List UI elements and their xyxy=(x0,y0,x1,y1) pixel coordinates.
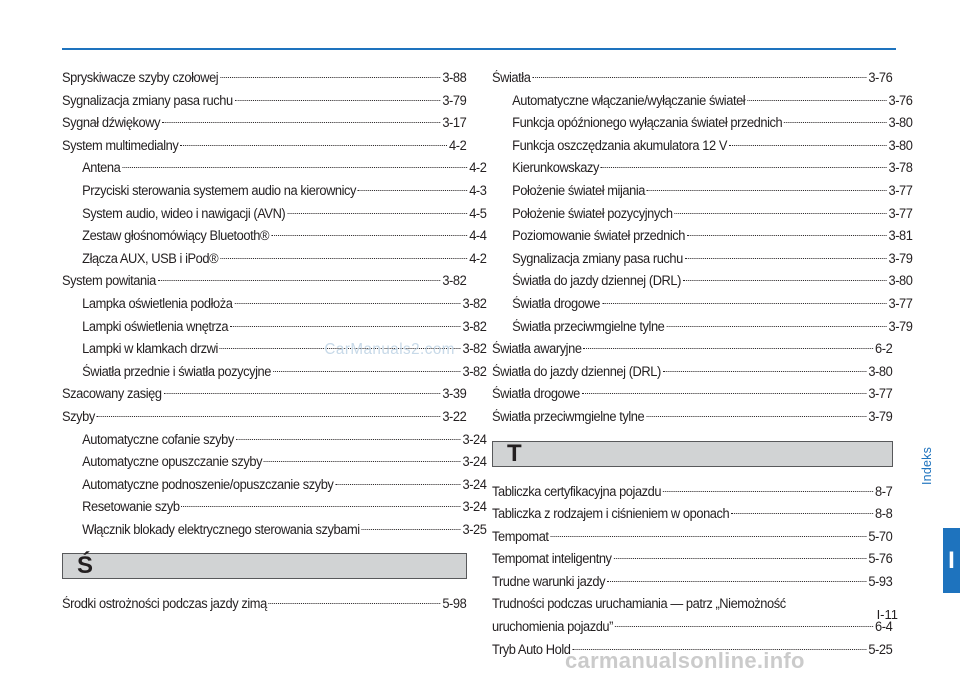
index-term: Szacowany zasięg xyxy=(62,386,162,402)
index-page-ref: 3-78 xyxy=(888,160,913,176)
index-page-ref: 3-77 xyxy=(868,386,893,402)
index-term: Światła drogowe xyxy=(512,295,601,311)
index-term: Automatyczne włączanie/wyłączanie świateł xyxy=(512,92,746,108)
index-term: Poziomowanie świateł przednich xyxy=(512,228,685,244)
leader-dots xyxy=(666,326,886,327)
index-page-ref: 3-82 xyxy=(462,295,487,311)
leader-dots xyxy=(335,484,460,485)
index-entry xyxy=(492,593,892,638)
index-page-ref: 3-22 xyxy=(442,408,467,424)
index-term: Lampki w klamkach drzwi xyxy=(82,341,218,357)
index-entry xyxy=(492,90,913,113)
index-entry xyxy=(492,180,913,203)
leader-dots xyxy=(687,235,887,236)
index-entry xyxy=(62,406,466,429)
index-entry xyxy=(492,383,892,406)
leader-dots xyxy=(180,145,447,146)
index-term: Światła awaryjne xyxy=(492,341,582,357)
index-term-continued: uruchomienia pojazdu” xyxy=(492,619,613,635)
index-term: Światła przeciwmgielne tylne xyxy=(512,318,665,334)
index-term: Tempomat inteligentny xyxy=(492,551,612,567)
index-term: Tryb Auto Hold xyxy=(492,641,571,657)
index-term: Trudne warunki jazdy xyxy=(492,573,606,589)
index-page-ref: 5-25 xyxy=(868,641,893,657)
index-page-ref: 3-77 xyxy=(888,295,913,311)
leader-dots xyxy=(97,416,441,417)
index-entry xyxy=(492,503,892,526)
index-page-ref: 3-80 xyxy=(888,137,913,153)
section-letter: T xyxy=(507,439,522,467)
index-entry xyxy=(62,429,487,452)
index-term: Automatyczne cofanie szyby xyxy=(82,431,234,447)
index-page-ref: 3-79 xyxy=(442,92,467,108)
index-page-ref: 5-70 xyxy=(868,528,893,544)
leader-dots xyxy=(162,122,440,123)
leader-dots xyxy=(674,213,886,214)
index-entry xyxy=(62,316,487,339)
index-entry xyxy=(62,203,487,226)
index-entry xyxy=(62,361,487,384)
index-entry xyxy=(492,406,892,429)
index-term: Światła przeciwmgielne tylne xyxy=(492,408,645,424)
leader-dots xyxy=(287,213,467,214)
footer-watermark: carmanualsonline.info xyxy=(565,648,805,673)
index-entry xyxy=(492,112,913,135)
leader-dots xyxy=(181,506,460,507)
index-term: System multimedialny xyxy=(62,137,179,153)
index-term: Światła do jazdy dziennej (DRL) xyxy=(492,363,661,379)
index-term: Światła drogowe xyxy=(492,386,580,402)
leader-dots xyxy=(601,167,887,168)
leader-dots xyxy=(234,303,460,304)
leader-dots xyxy=(647,190,887,191)
index-page-ref: 4-2 xyxy=(449,137,467,153)
index-page-ref: 5-93 xyxy=(868,573,893,589)
index-entry xyxy=(62,593,466,616)
index-term: Trudności podczas uruchamiania — patrz „Niemożność xyxy=(492,596,786,612)
index-page-ref: 3-24 xyxy=(462,454,487,470)
leader-dots xyxy=(230,326,461,327)
leader-dots xyxy=(269,603,441,604)
index-page-ref: 3-24 xyxy=(462,476,487,492)
index-term: Środki ostrożności podczas jazdy zimą xyxy=(62,596,267,612)
index-page-ref: 3-80 xyxy=(868,363,893,379)
index-term: Funkcja opóźnionego wyłączania świateł przednich xyxy=(512,115,783,131)
index-term: Resetowanie szyb xyxy=(82,499,180,515)
section-letter: Ś xyxy=(77,552,94,580)
index-term: Sygnalizacja zmiany pasa ruchu xyxy=(62,92,233,108)
entries-s-group xyxy=(62,67,487,541)
index-page-ref: 3-39 xyxy=(442,386,467,402)
index-term: Położenie świateł pozycyjnych xyxy=(512,205,673,221)
index-term: Zestaw głośnomówiący Bluetooth® xyxy=(82,228,270,244)
index-term: Szyby xyxy=(62,408,95,424)
index-page-ref: 4-4 xyxy=(469,228,487,244)
index-term: Kierunkowskazy xyxy=(512,160,599,176)
index-term: Sygnalizacja zmiany pasa ruchu xyxy=(512,250,683,266)
index-page-ref: 8-8 xyxy=(875,506,893,522)
leader-dots xyxy=(646,416,866,417)
index-entry xyxy=(492,293,913,316)
index-page-ref: 4-3 xyxy=(469,182,487,198)
top-rule xyxy=(62,48,896,50)
index-page-ref: 6-2 xyxy=(875,341,893,357)
leader-dots xyxy=(163,393,440,394)
index-page-ref: 3-82 xyxy=(462,341,487,357)
leader-dots xyxy=(663,491,873,492)
index-entry xyxy=(62,451,487,474)
index-page-ref: 5-76 xyxy=(868,551,893,567)
index-term: Włącznik blokady elektrycznego sterowania szybami xyxy=(82,521,360,537)
index-entry xyxy=(62,383,466,406)
index-entry xyxy=(492,135,913,158)
leader-dots xyxy=(613,558,866,559)
index-page-ref: 3-79 xyxy=(888,250,913,266)
index-term: Lampki oświetlenia wnętrza xyxy=(82,318,229,334)
index-page-ref: 4-2 xyxy=(469,160,487,176)
index-page-ref: 3-77 xyxy=(888,205,913,221)
leader-dots xyxy=(583,348,873,349)
index-entry xyxy=(492,316,913,339)
index-page-ref: 3-76 xyxy=(868,70,893,85)
index-entry xyxy=(62,474,487,497)
index-page-ref: 3-82 xyxy=(462,363,487,379)
index-page-ref: 3-80 xyxy=(888,115,913,131)
section-header-t xyxy=(492,441,893,467)
index-page-ref: 6-4 xyxy=(875,619,893,635)
index-term: Lampka oświetlenia podłoża xyxy=(82,295,233,311)
index-term: Automatyczne podnoszenie/opuszczanie szyby xyxy=(82,476,334,492)
index-page-ref: 3-82 xyxy=(462,318,487,334)
index-term: Światła do jazdy dziennej (DRL) xyxy=(512,273,681,289)
leader-dots xyxy=(685,258,887,259)
index-entry xyxy=(492,203,913,226)
index-term: System powitania xyxy=(62,273,156,289)
index-page-ref: 3-79 xyxy=(868,408,893,424)
index-page-ref: 3-80 xyxy=(888,273,913,289)
index-entry xyxy=(492,481,892,504)
leader-dots xyxy=(550,536,866,537)
index-entry xyxy=(62,496,487,519)
leader-dots xyxy=(602,303,887,304)
leader-dots xyxy=(235,100,441,101)
leader-dots xyxy=(784,122,886,123)
leader-dots xyxy=(158,280,441,281)
leader-dots xyxy=(220,77,440,78)
index-entry xyxy=(62,248,487,271)
index-term: Spryskiwacze szyby czołowej xyxy=(62,70,219,85)
index-entry xyxy=(492,225,913,248)
index-entry xyxy=(492,270,913,293)
leader-dots xyxy=(747,100,886,101)
index-entry xyxy=(62,67,466,90)
index-term: Tabliczka certyfikacyjna pojazdu xyxy=(492,483,662,499)
index-page-ref: 3-17 xyxy=(442,115,467,131)
index-entry xyxy=(492,248,913,271)
entries-t-group xyxy=(492,481,893,662)
leader-dots xyxy=(236,439,461,440)
index-term: Światła xyxy=(492,70,531,85)
index-term: Światła przednie i światła pozycyjne xyxy=(82,363,271,379)
index-page-ref: 8-7 xyxy=(875,483,893,499)
index-page-ref: 3-79 xyxy=(888,318,913,334)
index-column-right xyxy=(492,67,913,661)
index-entry xyxy=(492,338,892,361)
leader-dots xyxy=(264,461,461,462)
index-entry-continuation xyxy=(492,616,892,639)
leader-dots xyxy=(729,145,887,146)
index-page-ref: 3-88 xyxy=(442,70,467,85)
index-term: Antena xyxy=(82,160,121,176)
index-page-ref: 4-2 xyxy=(469,250,487,266)
leader-dots xyxy=(271,235,467,236)
index-page-ref: 3-24 xyxy=(462,499,487,515)
index-term: Tabliczka z rodzajem i ciśnieniem w oponach xyxy=(492,506,730,522)
leader-dots xyxy=(582,393,867,394)
leader-dots xyxy=(683,280,887,281)
leader-dots xyxy=(532,77,866,78)
leader-dots xyxy=(362,529,461,530)
leader-dots xyxy=(731,513,873,514)
index-page-ref: 5-98 xyxy=(442,596,467,612)
entries-s-acute-group xyxy=(62,593,467,616)
entries-s-acute-lights-group xyxy=(492,67,913,429)
index-entry xyxy=(62,293,487,316)
index-term: Położenie świateł mijania xyxy=(512,182,645,198)
leader-dots xyxy=(663,371,867,372)
index-page-ref: 3-25 xyxy=(462,521,487,537)
index-entry xyxy=(492,361,892,384)
index-entry xyxy=(492,157,913,180)
index-page-ref: 3-82 xyxy=(442,273,467,289)
side-tab-label: Indeks xyxy=(920,446,934,485)
section-header-s-acute xyxy=(62,553,467,579)
leader-dots xyxy=(607,581,866,582)
index-term: Funkcja oszczędzania akumulatora 12 V xyxy=(512,137,727,153)
page-number: I-11 xyxy=(876,607,898,622)
side-tab-letter: I xyxy=(948,546,955,574)
index-page-ref: 3-77 xyxy=(888,182,913,198)
index-term: Automatyczne opuszczanie szyby xyxy=(82,454,263,470)
leader-dots xyxy=(615,626,873,627)
leader-dots xyxy=(122,167,467,168)
index-term: System audio, wideo i nawigacji (AVN) xyxy=(82,205,286,221)
index-entry xyxy=(62,180,487,203)
index-term: Sygnał dźwiękowy xyxy=(62,115,161,131)
index-term: Tempomat xyxy=(492,528,549,544)
index-entry xyxy=(62,270,466,293)
index-term: Przyciski sterowania systemem audio na kierownicy xyxy=(82,182,357,198)
index-entry xyxy=(492,526,892,549)
index-entry xyxy=(62,157,487,180)
leader-dots xyxy=(273,371,461,372)
watermark-text: CarManuals2.com xyxy=(324,341,455,358)
index-entry xyxy=(492,548,892,571)
index-page-ref: 3-24 xyxy=(462,431,487,447)
index-entry xyxy=(492,571,892,594)
index-entry xyxy=(62,135,466,158)
leader-dots xyxy=(220,258,467,259)
index-entry xyxy=(62,519,487,542)
index-page-ref: 3-76 xyxy=(888,92,913,108)
index-entry xyxy=(62,90,466,113)
index-page-ref: 3-81 xyxy=(888,228,913,244)
index-page-ref: 4-5 xyxy=(469,205,487,221)
index-entry xyxy=(62,225,487,248)
index-entry xyxy=(492,67,892,90)
index-entry xyxy=(62,112,466,135)
index-term: Złącza AUX, USB i iPod® xyxy=(82,250,219,266)
leader-dots xyxy=(358,190,467,191)
